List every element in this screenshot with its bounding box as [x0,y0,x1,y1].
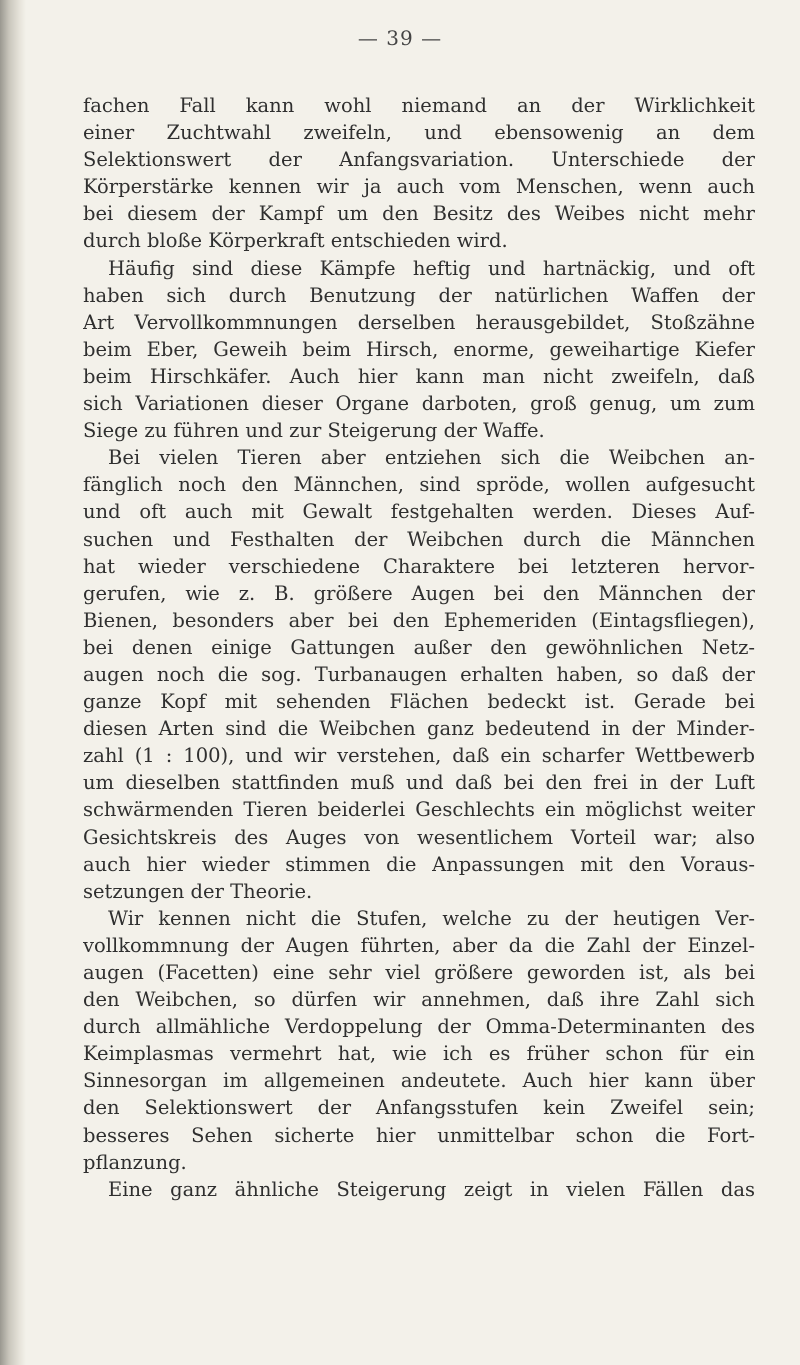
text-line: fänglich noch den Männchen, sind spröde, wollen aufgesucht [83,473,755,497]
page-number: — 39 — [357,26,443,50]
text-line: und oft auch mit Gewalt festgehalten werden. Dieses Auf- [83,500,755,524]
text-line: Keimplasmas vermehrt hat, wie ich es früher schon für ein [83,1042,755,1066]
text-line: den Selektionswert der Anfangsstufen kein Zweifel sein; [83,1096,755,1120]
text-line: Siege zu führen und zur Steigerung der Waffe. [83,419,545,443]
text-line: Eine ganz ähnliche Steigerung zeigt in vielen Fällen das [108,1177,755,1201]
text-line: besseres Sehen sicherte hier unmittelbar schon die Fort- [83,1123,755,1147]
text-line: einer Zuchtwahl zweifeln, und ebensowenig an dem [83,121,755,145]
page-binding-edge [0,0,26,1365]
text-line: durch allmähliche Verdoppelung der Omma-Determinanten des [83,1015,755,1039]
text-line: schwärmenden Tieren beiderlei Geschlechts ein möglichst weiter [83,798,755,822]
text-line: fachen Fall kann wohl niemand an der Wirklichkeit [83,94,755,117]
text-line: den Weibchen, so dürfen wir annehmen, daß ihre Zahl sich [83,988,755,1012]
text-line: sich Variationen dieser Organe darboten, groß genug, um zum [83,392,755,416]
text-line: beim Eber, Geweih beim Hirsch, enorme, geweihartige Kiefer [83,337,755,361]
text-line: Selektionswert der Anfangsvariation. Unterschiede der [83,148,755,172]
body-text [83,92,755,1203]
text-line: ganze Kopf mit sehenden Flächen bedeckt ist. Gerade bei [83,690,755,714]
text-line: haben sich durch Benutzung der natürlichen Waffen der [83,283,755,307]
text-line: Häufig sind diese Kämpfe heftig und hartnäckig, und oft [108,256,755,280]
text-line: zahl (1 : 100), und wir verstehen, daß ein scharfer Wettbewerb [83,744,755,768]
text-line: pflanzung. [83,1150,187,1174]
text-line: um dieselben stattfinden muß und daß bei den frei in der Luft [83,771,755,795]
text-line: beim Hirschkäfer. Auch hier kann man nicht zweifeln, daß [83,364,755,388]
text-line: gerufen, wie z. B. größere Augen bei den Männchen der [83,581,755,605]
text-line: auch hier wieder stimmen die Anpassungen mit den Voraus- [83,852,755,876]
text-line: bei denen einige Gattungen außer den gewöhnlichen Netz- [83,635,755,659]
text-line: hat wieder verschiedene Charaktere bei letzteren hervor- [83,554,755,578]
text-line: Bei vielen Tieren aber entziehen sich die Weibchen an- [108,446,755,470]
text-line: suchen und Festhalten der Weibchen durch die Männchen [83,527,755,551]
text-line: diesen Arten sind die Weibchen ganz bedeutend in der Minder- [83,717,755,741]
text-line: vollkommnung der Augen führten, aber da die Zahl der Einzel- [83,933,755,957]
text-line: Wir kennen nicht die Stufen, welche zu der heutigen Ver- [108,906,755,930]
text-line: Bienen, besonders aber bei den Ephemeriden (Eintagsfliegen), [83,608,755,632]
text-line: setzungen der Theorie. [83,879,313,903]
text-line: Gesichtskreis des Auges von wesentlichem Vorteil war; also [83,825,755,849]
text-line: Sinnesorgan im allgemeinen andeutete. Auch hier kann über [83,1069,755,1093]
text-line: augen (Facetten) eine sehr viel größere geworden ist, als bei [83,961,755,984]
text-line: Körperstärke kennen wir ja auch vom Menschen, wenn auch [83,175,755,199]
text-line: durch bloße Körperkraft entschieden wird. [83,229,508,253]
text-line: augen noch die sog. Turbanaugen erhalten haben, so daß der [83,662,755,686]
text-line: bei diesem der Kampf um den Besitz des Weibes nicht mehr [83,202,755,226]
text-line: Art Vervollkommnungen derselben herausgebildet, Stoßzähne [83,310,755,334]
